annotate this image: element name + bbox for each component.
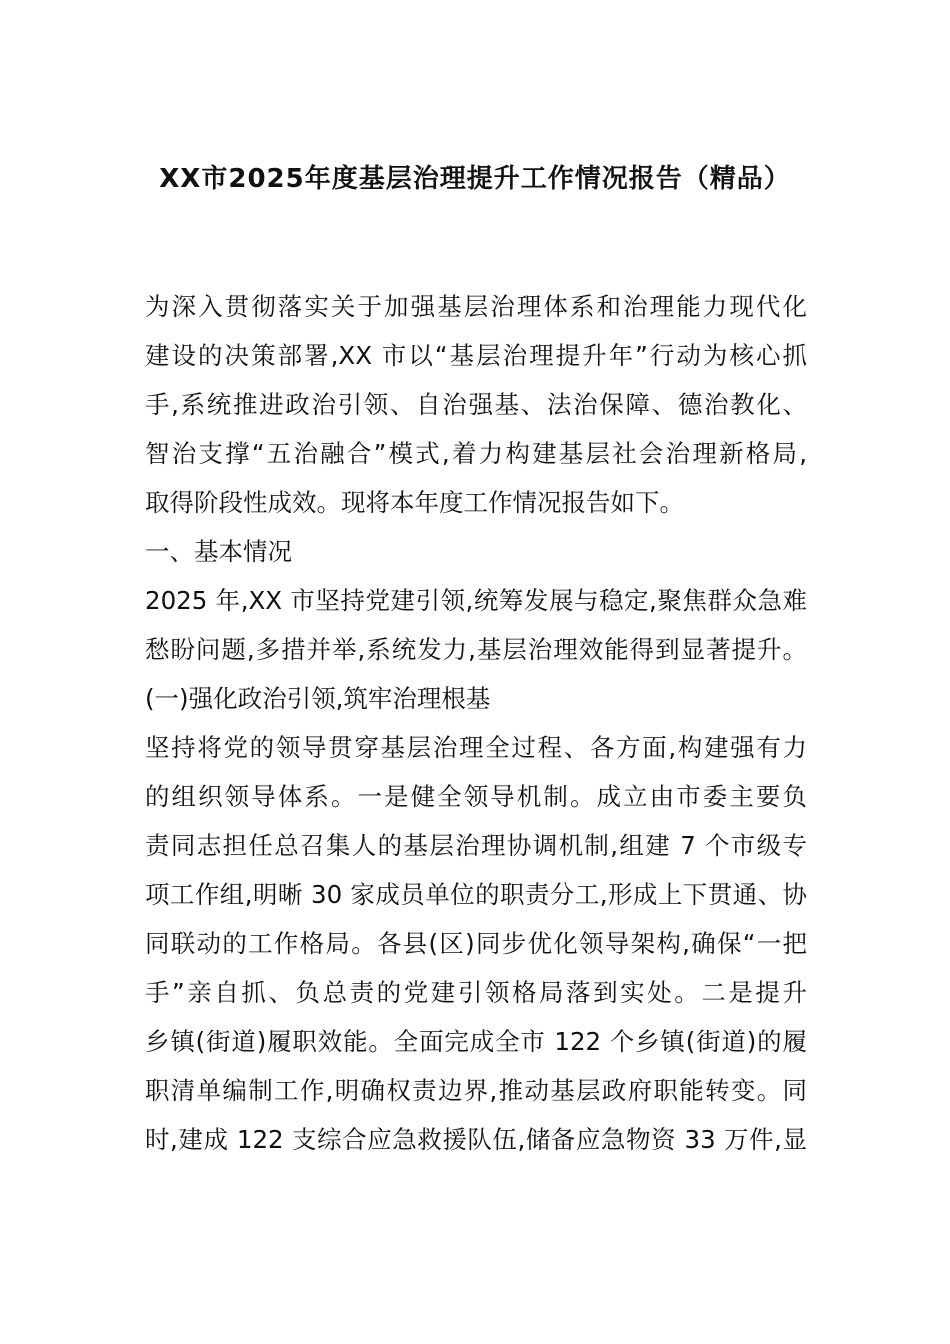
paragraph-line: 坚持将党的领导贯穿基层治理全过程、各方面,构建强有力 (145, 733, 807, 762)
paragraph-line: 同联动的工作格局。各县(区)同步优化领导架构,确保“一把 (145, 929, 807, 958)
paragraph-line: 的组织领导体系。一是健全领导机制。成立由市委主要负 (145, 782, 807, 811)
paragraph-line: 责同志担任总召集人的基层治理协调机制,组建 7 个市级专 (145, 831, 807, 860)
paragraph-line: 职清单编制工作,明确权责边界,推动基层政府职能转变。同 (145, 1076, 807, 1105)
document-body (145, 282, 807, 1164)
paragraph-line: 2025 年,XX 市坚持党建引领,统筹发展与稳定,聚焦群众急难 (145, 586, 807, 615)
paragraph-line: 时,建成 122 支综合应急救援队伍,储备应急物资 33 万件,显 (145, 1125, 807, 1154)
paragraph-line: 手”亲自抓、负总责的党建引领格局落到实处。二是提升 (145, 978, 807, 1007)
paragraph-line: 乡镇(街道)履职效能。全面完成全市 122 个乡镇(街道)的履 (145, 1027, 807, 1056)
paragraph-line: 手,系统推进政治引领、自治强基、法治保障、德治教化、 (145, 390, 807, 419)
document-title: XX市2025年度基层治理提升工作情况报告（精品） (159, 164, 791, 194)
paragraph-line: 建设的决策部署,XX 市以“基层治理提升年”行动为核心抓 (145, 341, 807, 370)
subsection-heading: (一)强化政治引领,筑牢治理根基 (145, 684, 491, 713)
paragraph-line: 愁盼问题,多措并举,系统发力,基层治理效能得到显著提升。 (145, 635, 807, 664)
paragraph-line: 项工作组,明晰 30 家成员单位的职责分工,形成上下贯通、协 (145, 880, 807, 909)
paragraph-line: 为深入贯彻落实关于加强基层治理体系和治理能力现代化 (145, 292, 807, 321)
paragraph-line: 取得阶段性成效。现将本年度工作情况报告如下。 (145, 488, 684, 517)
section-heading: 一、基本情况 (145, 537, 292, 566)
paragraph-line: 智治支撑“五治融合”模式,着力构建基层社会治理新格局, (145, 439, 807, 468)
